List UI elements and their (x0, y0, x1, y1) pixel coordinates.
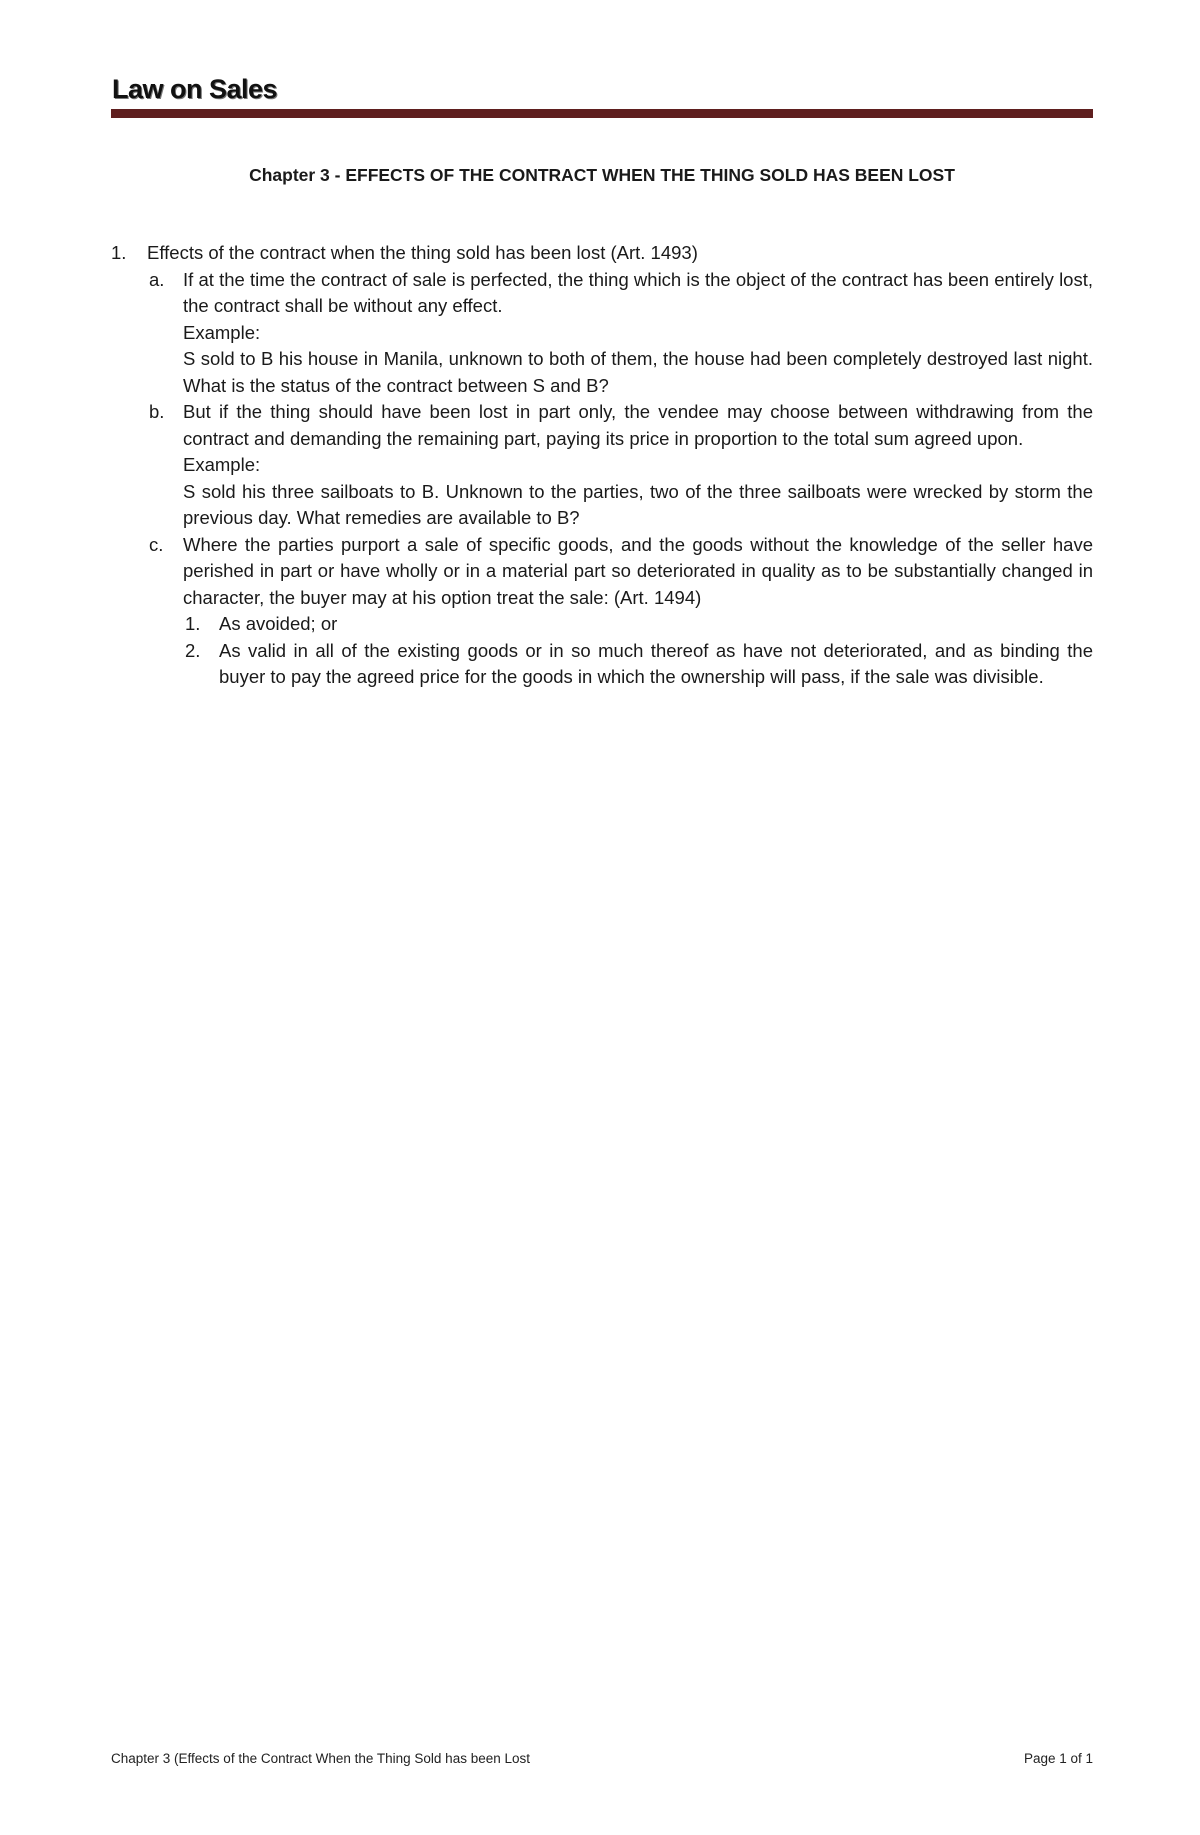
list-item-1 (111, 240, 1093, 267)
example-text: S sold his three sailboats to B. Unknown to the parties, two of the three sailboats were wrecked by storm the previous day. What remedies are available to B? (183, 480, 1093, 528)
list-item-text: Effects of the contract when the thing sold has been lost (Art. 1493) (147, 242, 698, 263)
list-item-1b (111, 399, 1093, 532)
list-item-text: If at the time the contract of sale is perfected, the thing which is the object of the contract has been entirely lost, the contract shall be without any effect. (183, 268, 1093, 316)
example-label: Example: (183, 454, 261, 475)
option-number: 2. (185, 639, 201, 661)
option-text: As valid in all of the existing goods or in so much thereof as have not deteriorated, and as binding the buyer to pay the agreed price for the goods in which the ownership will pass, if the sale was divisible. (219, 639, 1093, 687)
list-letter: a. (149, 268, 165, 290)
list-letter: b. (149, 401, 165, 422)
list-number: 1. (111, 242, 127, 263)
footer-chapter-label: Chapter 3 (Effects of the Contract When the Thing Sold has been Lost (111, 1751, 531, 1766)
option-item-1 (111, 611, 1093, 638)
option-item-2 (111, 638, 1093, 691)
chapter-heading: Chapter 3 - EFFECTS OF THE CONTRACT WHEN THE THING SOLD HAS BEEN LOST (249, 165, 955, 185)
document-body (111, 240, 1093, 691)
example-label: Example: (183, 321, 261, 343)
option-number: 1. (185, 613, 201, 634)
example-text: S sold to B his house in Manila, unknown to both of them, the house had been completely destroyed last night. What is the status of the contract between S and B? (183, 348, 1093, 396)
list-item-text: Where the parties purport a sale of specific goods, and the goods without the knowledge of the seller have perished in part or have wholly or in a material part so deteriorated in quality as to be substantially changed in character, the buyer may at his option treat the sale: (Art. 1494) (183, 533, 1093, 608)
footer-page-number: Page 1 of 1 (1023, 1751, 1093, 1766)
header-rule (111, 109, 1093, 118)
list-item-text: But if the thing should have been lost in part only, the vendee may choose between withdrawing from the contract and demanding the remaining part, paying its price in proportion to the total sum agreed upon. (183, 401, 1093, 449)
list-item-1c (111, 532, 1093, 612)
list-item-1a (111, 267, 1093, 400)
list-letter: c. (149, 533, 164, 555)
option-text: As avoided; or (219, 613, 338, 634)
document-title: Law on Sales (112, 74, 278, 104)
